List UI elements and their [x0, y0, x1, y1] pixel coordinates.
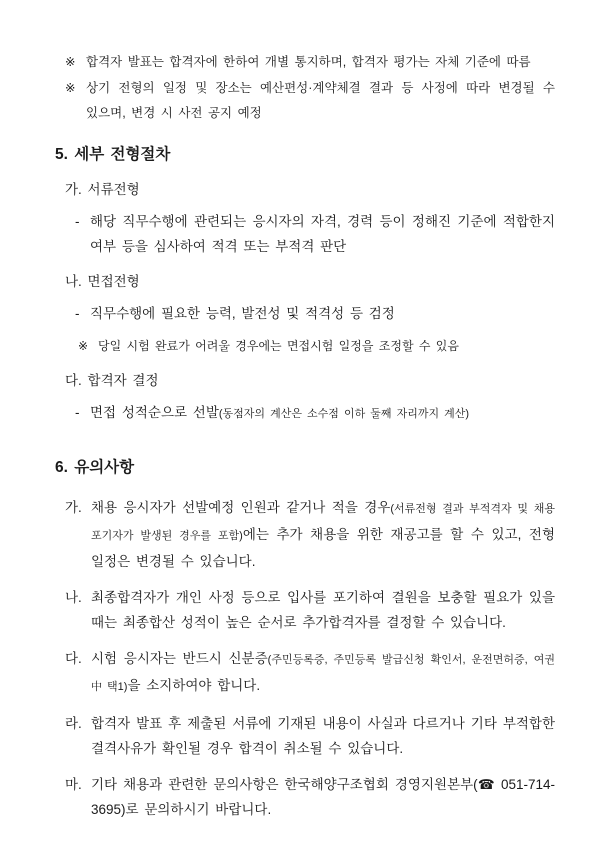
item-label: 마. [65, 777, 82, 792]
notice-item-ra [65, 711, 555, 761]
sub-note-text: 당일 시험 완료가 어려울 경우에는 면접시험 일정을 조정할 수 있음 [98, 339, 459, 353]
bullet-text [90, 400, 555, 427]
bullet-item [75, 209, 555, 259]
item-text-seg2: 을 소지하여야 합니다. [127, 678, 261, 693]
item-text [91, 646, 555, 700]
item-text-seg1: 기타 채용과 관련한 문의사항은 한국해양구조협회 경영지원본부( [91, 777, 478, 792]
item-label: 가. [65, 500, 82, 515]
item-text [91, 772, 555, 822]
item-label: 나. [65, 590, 82, 605]
section-5-sub-b-label: 나. 면접전형 [65, 274, 140, 289]
item-label: 다. [65, 651, 82, 666]
item-text [91, 495, 555, 574]
reference-mark-icon: ※ [65, 55, 76, 69]
item-text-seg2: 에는 추가 채용을 위한 재공고를 할 수 있고, 전형 일정은 변경될 수 있습니다. [91, 527, 555, 569]
item-label: 라. [65, 716, 82, 731]
bullet-text: 직무수행에 필요한 능력, 발전성 및 적격성 등 검정 [90, 306, 395, 321]
notice-item-na [65, 585, 555, 635]
section-5-heading: 5. 세부 전형절차 [55, 146, 171, 163]
bullet-text: 해당 직무수행에 관련되는 응시자의 자격, 경력 등이 정해진 기준에 적합한지 여부 등을 심사하여 적격 또는 부적격 판단 [90, 214, 555, 254]
item-text: 합격자 발표 후 제출된 서류에 기재된 내용이 사실과 다르거나 기타 부적합한 결격사유가 확인될 경우 합격이 취소될 수 있습니다. [91, 716, 555, 756]
bullet-text-main: 면접 성적순으로 선발 [90, 405, 219, 420]
item-text-seg1: 시험 응시자는 반드시 신분증 [91, 651, 268, 666]
item-text: 최종합격자가 개인 사정 등으로 입사를 포기하여 결원을 보충할 필요가 있을 때는 최종합산 성적이 높은 순서로 추가합격자를 결정할 수 있습니다. [91, 590, 555, 630]
notice-item-ga [65, 495, 555, 574]
note-text: 합격자 발표는 합격자에 한하여 개별 통지하며, 합격자 평가는 자체 기준에 따름 [86, 55, 531, 69]
top-note [65, 50, 555, 75]
reference-mark-icon: ※ [78, 339, 89, 353]
top-notes [65, 50, 555, 126]
item-text-paren: (서류전형 결과 부적격자 및 채용 포기자가 발생된 경우를 포함) [91, 503, 555, 542]
bullet-item [75, 301, 555, 326]
bullet-text-paren: (동점자의 계산은 소수점 이하 둘째 자리까지 계산) [218, 408, 470, 420]
dash-marker: - [75, 405, 80, 420]
section-5-sub-c-label: 다. 합격자 결정 [65, 373, 159, 388]
item-text-seg2: 051-714-3695)로 문의하시기 바랍니다. [91, 777, 555, 817]
item-text-paren: (주민등록증, 주민등록 발급신청 확인서, 운전면허증, 여권 中 택1) [91, 654, 555, 693]
phone-icon: ☎ [477, 777, 495, 792]
item-text-seg1: 채용 응시자가 선발예정 인원과 같거나 적을 경우 [91, 500, 391, 515]
bullet-item [75, 400, 555, 427]
section-5-sub-a-label: 가. 서류전형 [65, 182, 140, 197]
sub-note [78, 334, 555, 358]
notice-item-ma [65, 772, 555, 822]
notice-item-da [65, 646, 555, 700]
section-6-heading: 6. 유의사항 [55, 459, 135, 476]
top-note [65, 76, 555, 126]
reference-mark-icon: ※ [65, 81, 76, 95]
dash-marker: - [75, 214, 80, 229]
note-text: 상기 전형의 일정 및 장소는 예산편성·계약체결 결과 등 사정에 따라 변경될 수 있으며, 변경 시 사전 공지 예정 [86, 81, 555, 120]
dash-marker: - [75, 306, 80, 321]
